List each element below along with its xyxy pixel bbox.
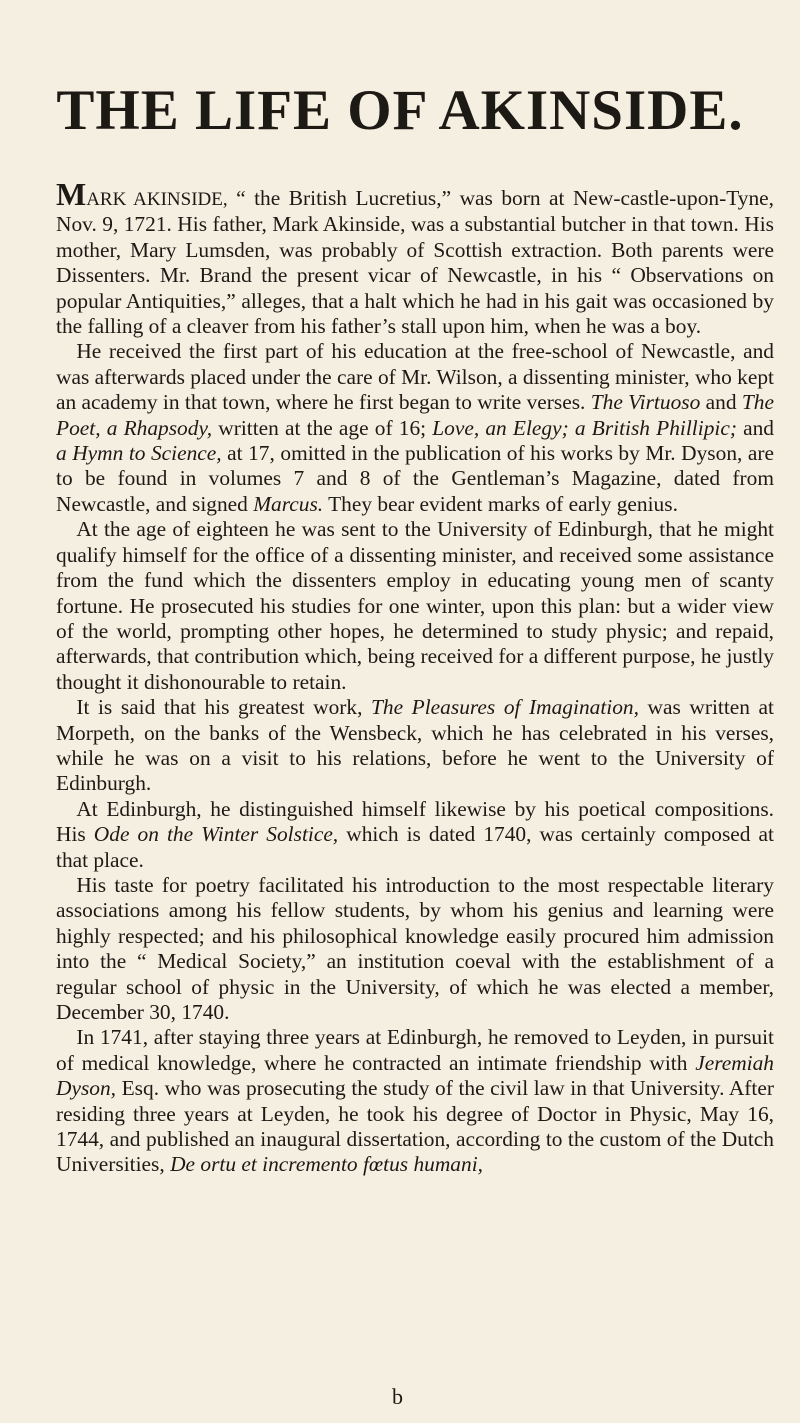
italic-title: Marcus. bbox=[253, 491, 324, 516]
italic-title: Ode on the Winter Solstice, bbox=[93, 822, 339, 847]
italic-title: De ortu et incremento fœtus humani, bbox=[170, 1152, 483, 1177]
italic-title: The Virtuoso bbox=[590, 390, 701, 415]
paragraph-birth bbox=[56, 176, 775, 339]
text-run: They bear evident marks of early genius. bbox=[323, 491, 678, 516]
paragraph-medical-society: His taste for poetry facilitated his introduction to the most respectable literary associations among his fellow students, by whom his genius and learning were highly respected; and his philosophical knowledge easily procured him admission into the “ Medical Society,” an institution coeval with the establishment of a regular school of physic in the University, of which he was elected a member, December 30, 1740. bbox=[56, 872, 774, 1024]
drop-cap: M bbox=[56, 176, 87, 212]
text-run: He received the first part of his education at the free-school of Newcastle, and was afterwards placed under the care of Mr. Wilson, a dissenting minister, who kept an academy in that town, where he first began to write verses. bbox=[56, 339, 774, 415]
text-run: which is dated 1740, was certainly composed at that place. bbox=[56, 822, 774, 872]
paragraph-education bbox=[56, 339, 774, 517]
paragraph-pleasures bbox=[56, 695, 774, 797]
text-run: Esq. who was prosecuting the study of the civil law in that University. After residing three years at Leyden, he took his degree of Doctor in Physic, May 16, 1744, and published an inaugural dissertation, according to the custom of the Dutch Universities, bbox=[56, 1076, 774, 1177]
paragraph-edinburgh: At the age of eighteen he was sent to the University of Edinburgh, that he might qualify himself for the office of a dissenting minister, and received some assistance from the fund which the dissenters employ in educating young men of scanty fortune. He prosecuted his studies for one winter, upon this plan: but a wider view of the world, prompting other hopes, he determined to study physic; and repaid, afterwards, that contribution which, being received for a different purpose, he justly thought it dishonourable to retain. bbox=[56, 517, 774, 694]
text-run: At Edinburgh, he distinguished himself likewise by his poetical compositions. His bbox=[56, 796, 774, 847]
text-run: written at the age of 16; bbox=[212, 415, 433, 440]
paragraph-text: “ the British Lucretius,” was born at New-castle-upon-Tyne, Nov. 9, 1721. His father, Mark Akinside, was a substantial butcher in that town. His mother, Mary Lumsden, was probably of Scottish extraction. Both parents were Dissenters. Mr. Brand the present vicar of Newcastle, in his “ Observations on popular Antiquities,” alleges, that a halt which he had in his gait was occasioned by the falling of a cleaver from his father’s stall upon him, when he was a boy. bbox=[56, 186, 775, 339]
paragraph-ode bbox=[56, 797, 774, 873]
italic-title: Love, an Elegy; a British Phillipic; bbox=[432, 415, 737, 440]
italic-title: a Hymn to Science, bbox=[56, 441, 222, 466]
signature-mark: b bbox=[392, 1384, 403, 1409]
italic-name: Jeremiah Dyson, bbox=[56, 1050, 774, 1101]
body-text bbox=[56, 176, 775, 1178]
paragraph-leyden bbox=[56, 1025, 774, 1177]
text-run: and bbox=[700, 390, 742, 415]
text-run: It is said that his greatest work, bbox=[76, 695, 372, 720]
text-run: In 1741, after staying three years at Edinburgh, he removed to Leyden, in pursuit of medical knowledge, where he contracted an intimate friendship with bbox=[56, 1025, 774, 1075]
text-run: was written at Morpeth, on the banks of the Wensbeck, which he has celebrated in his verses, while he was on a visit to his relations, before he went to the University of Edinburgh. bbox=[56, 695, 774, 796]
text-run: at 17, omitted in the publication of his works by Mr. Dyson, are to be found in volumes 7 and 8 of the Gentleman’s Magazine, dated from Newcastle, and signed bbox=[56, 441, 775, 516]
italic-title: The Poet, a Rhapsody, bbox=[56, 390, 774, 440]
name-smallcaps: ARK AKINSIDE, bbox=[86, 189, 228, 210]
italic-title: The Pleasures of Imagination, bbox=[371, 695, 639, 720]
page-title: THE LIFE OF AKINSIDE. bbox=[56, 79, 744, 142]
text-run: and bbox=[736, 415, 775, 440]
